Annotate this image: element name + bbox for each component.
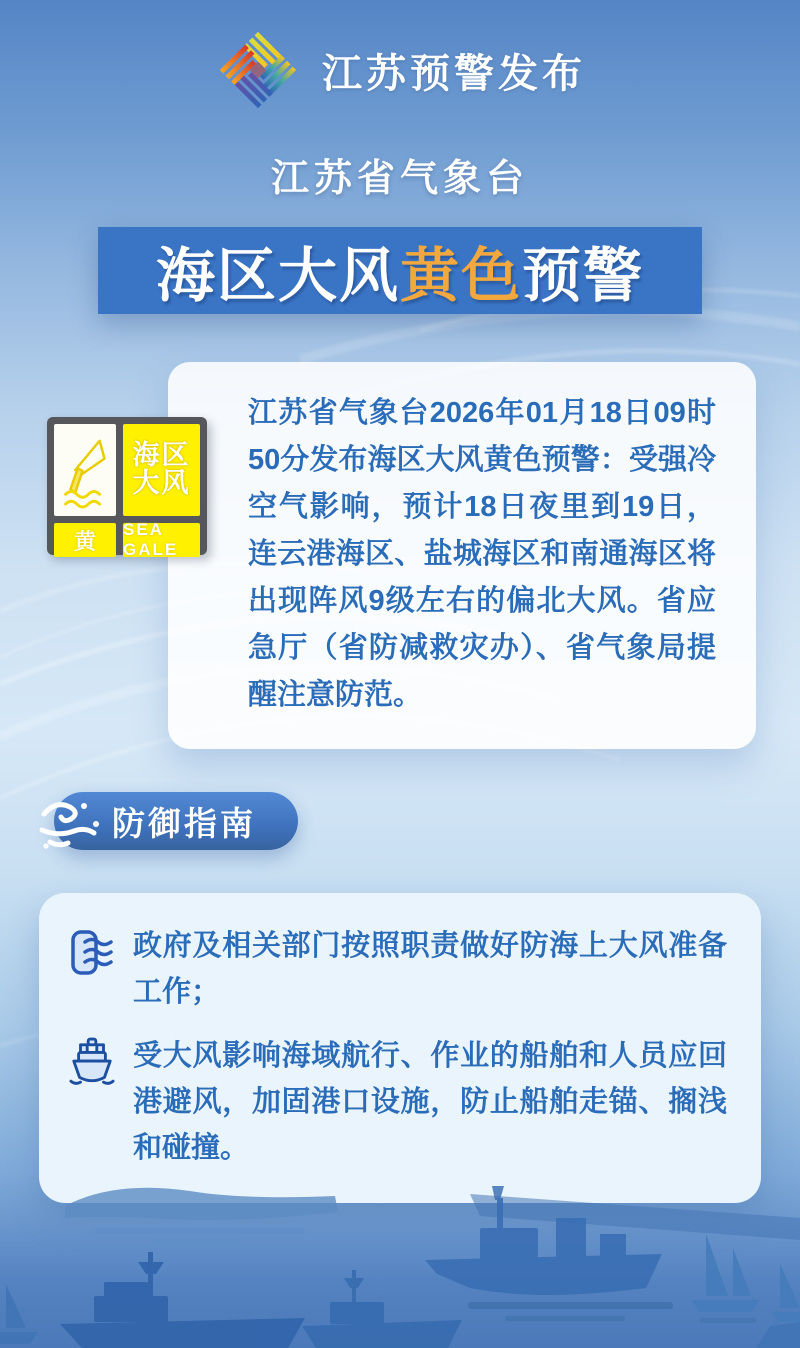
sign-name-line1: 海区: [132, 440, 191, 471]
document-wind-icon: [69, 923, 117, 984]
warning-level-highlight: 黄色: [399, 243, 522, 309]
sign-level-text: 黄: [73, 528, 96, 554]
station-name: 江苏省气象台: [270, 158, 529, 200]
brand-title: 江苏预警发布: [322, 51, 586, 96]
header: [0, 26, 800, 114]
sign-name-line2: 大风: [132, 468, 191, 498]
guide-card: [39, 893, 761, 1203]
warning-title-prefix: 海区大风: [155, 243, 400, 309]
guide-heading-badge: [38, 792, 298, 854]
guide-item-1-text: 政府及相关部门按照职责做好防海上大风准备工作；: [133, 930, 727, 1008]
jiangsu-alert-logo-icon: [214, 26, 302, 114]
sign-name-en: [123, 520, 200, 559]
guide-item-2-text: 受大风影响海域航行、作业的船舶和人员应回港避风，加固港口设施，防止船舶走锚、搁浅和碰撞。: [133, 1040, 727, 1164]
alert-body-text: 江苏省气象台2026年01月18日09时50分发布海区大风黄色预警：受强冷空气影响，预计18日夜里到19日，连云港海区、盐城海区和南通海区将出现阵风9级左右的偏北大风。省应急厅（省防减救灾办）、省气象局提醒注意防范。: [248, 397, 716, 711]
alert-text-card: [168, 362, 756, 749]
wind-icon: [36, 792, 102, 854]
warning-title-suffix: 预警: [522, 243, 645, 309]
ship-icon: [69, 1033, 117, 1094]
sea-gale-warning-sign: [47, 417, 207, 559]
sign-level-badge: [54, 523, 116, 557]
sign-name-zh: [123, 424, 200, 516]
sign-en-text: SEA GALE: [123, 520, 179, 559]
guide-item-1: [69, 923, 727, 1015]
guide-heading-text: 防御指南: [112, 804, 256, 842]
guide-item-2: [69, 1033, 727, 1171]
warning-title: [156, 228, 644, 313]
warning-title-banner: [98, 227, 702, 314]
gale-flag-icon: [54, 424, 116, 516]
